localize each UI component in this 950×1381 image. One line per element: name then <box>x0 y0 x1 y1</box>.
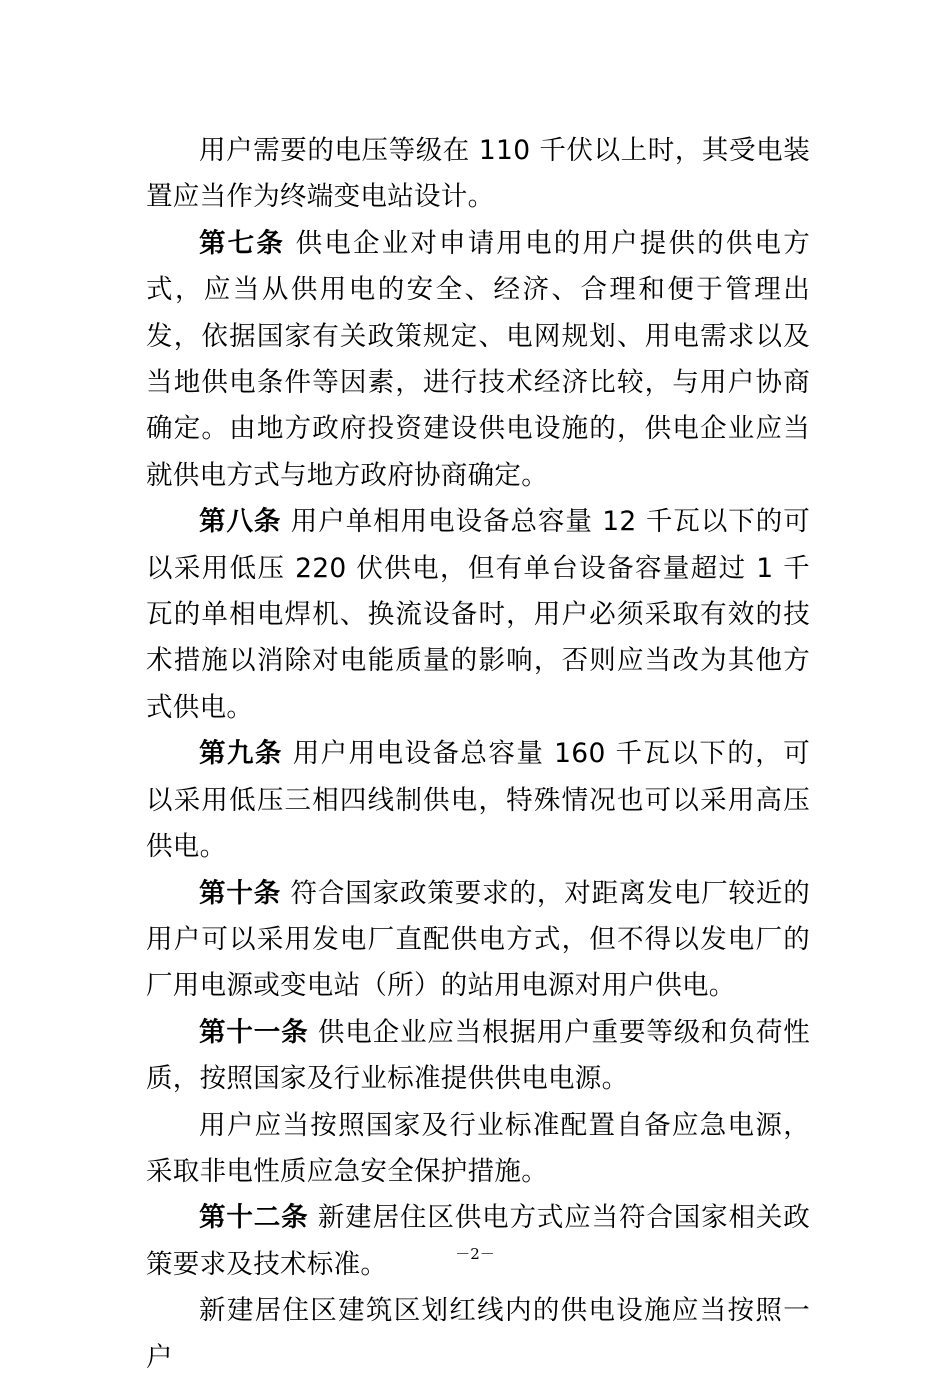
article-number: 第八条 <box>199 506 282 538</box>
paragraph-article-8 <box>146 499 810 731</box>
page-number: －2－ <box>455 1245 495 1263</box>
article-number: 第七条 <box>199 227 286 259</box>
article-number: 第十一条 <box>199 1016 309 1048</box>
paragraph-text: 符合国家政策要求的，对距离发电厂较近的用户可以采用发电厂直配供电方式，但不得以发电厂的厂用电源或变电站（所）的站用电源对用户供电。 <box>146 877 810 1002</box>
paragraph-article-11 <box>146 1010 810 1103</box>
paragraph-text: 用户需要的电压等级在 110 千伏以上时，其受电装置应当作为终端变电站设计。 <box>146 135 810 213</box>
paragraph-text: 用户应当按照国家及行业标准配置自备应急电源，采取非电性质应急安全保护措施。 <box>146 1109 810 1187</box>
article-number: 第十二条 <box>199 1202 309 1234</box>
article-number: 第九条 <box>199 738 283 770</box>
paragraph-text: 供电企业对申请用电的用户提供的供电方式，应当从供用电的安全、经济、合理和便于管理出发，依据国家有关政策规定、电网规划、用电需求以及当地供电条件等因素，进行技术经济比较，与用户协商确定。由地方政府投资建设供电设施的，供电企业应当就供电方式与地方政府协商确定。 <box>146 227 811 491</box>
paragraph-text: 用户用电设备总容量 160 千瓦以下的，可以采用低压三相四线制供电，特殊情况也可以采用高压供电。 <box>146 738 811 863</box>
paragraph-article-12 <box>146 1195 810 1288</box>
paragraph-text: 新建居住区供电方式应当符合国家相关政策要求及技术标准。 <box>146 1202 811 1280</box>
paragraph-article-7 <box>146 221 810 499</box>
paragraph-text: 用户单相用电设备总容量 12 千瓦以下的可以采用低压 220 伏供电，但有单台设备容量超过 1 千瓦的单相电焊机、换流设备时，用户必须采取有效的技术措施以消除对电能质量的影响，否则应当改为其他方式供电。 <box>146 506 811 723</box>
paragraph-1 <box>146 128 810 221</box>
paragraph-text: 新建居住区建筑区划红线内的供电设施应当按照一户 <box>146 1295 810 1373</box>
document-body <box>146 128 810 1381</box>
paragraph-article-11-cont <box>146 1103 810 1196</box>
article-number: 第十条 <box>199 877 282 909</box>
paragraph-text: 供电企业应当根据用户重要等级和负荷性质，按照国家及行业标准提供供电电源。 <box>146 1016 811 1095</box>
paragraph-article-10 <box>146 871 810 1010</box>
paragraph-article-12-cont <box>146 1288 810 1381</box>
paragraph-article-9 <box>146 731 810 870</box>
